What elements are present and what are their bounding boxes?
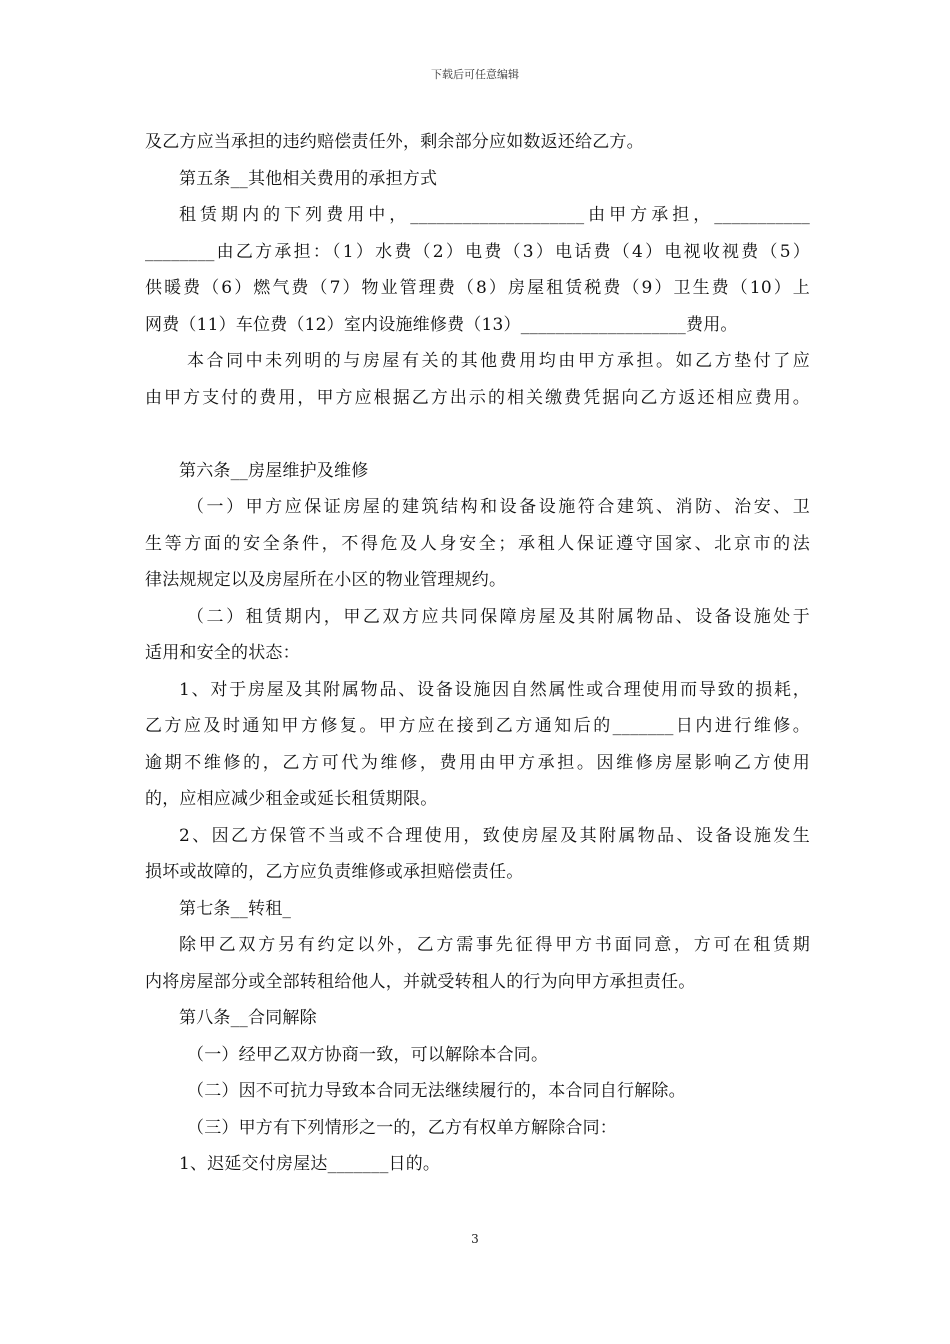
article-heading: 第五条__其他相关费用的承担方式 xyxy=(179,168,438,189)
paragraph-line: 2、因乙方保管不当或不合理使用，致使房屋及其附属物品、设备设施发生 xyxy=(179,825,810,846)
page-header: 下载后可任意编辑 xyxy=(431,68,519,81)
paragraph-line: 律法规规定以及房屋所在小区的物业管理规约。 xyxy=(145,570,507,590)
paragraph-line: 乙方应及时通知甲方修复。甲方应在接到乙方通知后的_______日内进行维修。 xyxy=(145,716,810,736)
paragraph-line: （二）因不可抗力导致本合同无法继续履行的，本合同自行解除。 xyxy=(187,1081,686,1101)
paragraph-line: 由甲方支付的费用，甲方应根据乙方出示的相关缴费凭据向乙方返还相应费用。 xyxy=(145,387,810,408)
document-body xyxy=(145,124,810,1183)
paragraph-line: 1、对于房屋及其附属物品、设备设施因自然属性或合理使用而导致的损耗， xyxy=(179,679,810,700)
paragraph-line: 除甲乙双方另有约定以外，乙方需事先征得甲方书面同意，方可在租赁期 xyxy=(179,935,810,955)
paragraph-line: ________由乙方承担：（1）水费（2）电费（3）电话费（4）电视收视费（5） xyxy=(145,241,810,262)
paragraph-line: 租赁期内的下列费用中，____________________由甲方承担，___________ xyxy=(179,205,810,225)
paragraph-line: 网费（11）车位费（12）室内设施维修费（13）___________________费用。 xyxy=(145,314,738,335)
article-heading: 第七条__转租_ xyxy=(179,898,292,919)
paragraph-line: 及乙方应当承担的违约赔偿责任外，剩余部分应如数返还给乙方。 xyxy=(145,132,644,152)
paragraph-line: 的，应相应减少租金或延长租赁期限。 xyxy=(145,789,438,809)
paragraph-gap xyxy=(145,416,810,453)
page-number: 3 xyxy=(471,1232,479,1246)
paragraph-line: 供暖费（6）燃气费（7）物业管理费（8）房屋租赁税费（9）卫生费（10）上 xyxy=(145,278,810,298)
paragraph-line: （三）甲方有下列情形之一的，乙方有权单方解除合同： xyxy=(187,1117,617,1138)
paragraph-line: 1、迟延交付房屋达_______日的。 xyxy=(179,1154,441,1174)
paragraph-line: （一）经甲乙双方协商一致，可以解除本合同。 xyxy=(187,1044,549,1065)
paragraph-line: 本合同中未列明的与房屋有关的其他费用均由甲方承担。如乙方垫付了应 xyxy=(187,351,810,371)
article-heading: 第六条__房屋维护及维修 xyxy=(179,460,369,481)
paragraph-line: 适用和安全的状态： xyxy=(145,643,300,663)
paragraph-line: （一）甲方应保证房屋的建筑结构和设备设施符合建筑、消防、治安、卫 xyxy=(187,497,810,517)
paragraph-line: 内将房屋部分或全部转租给他人，并就受转租人的行为向甲方承担责任。 xyxy=(145,971,696,992)
paragraph-line: 生等方面的安全条件，不得危及人身安全；承租人保证遵守国家、北京市的法 xyxy=(145,533,810,554)
paragraph-line: （二）租赁期内，甲乙双方应共同保障房屋及其附属物品、设备设施处于 xyxy=(187,606,810,627)
paragraph-line: 逾期不维修的，乙方可代为维修，费用由甲方承担。因维修房屋影响乙方使用 xyxy=(145,752,810,773)
article-heading: 第八条__合同解除 xyxy=(179,1008,317,1028)
paragraph-line: 损坏或故障的，乙方应负责维修或承担赔偿责任。 xyxy=(145,862,524,882)
